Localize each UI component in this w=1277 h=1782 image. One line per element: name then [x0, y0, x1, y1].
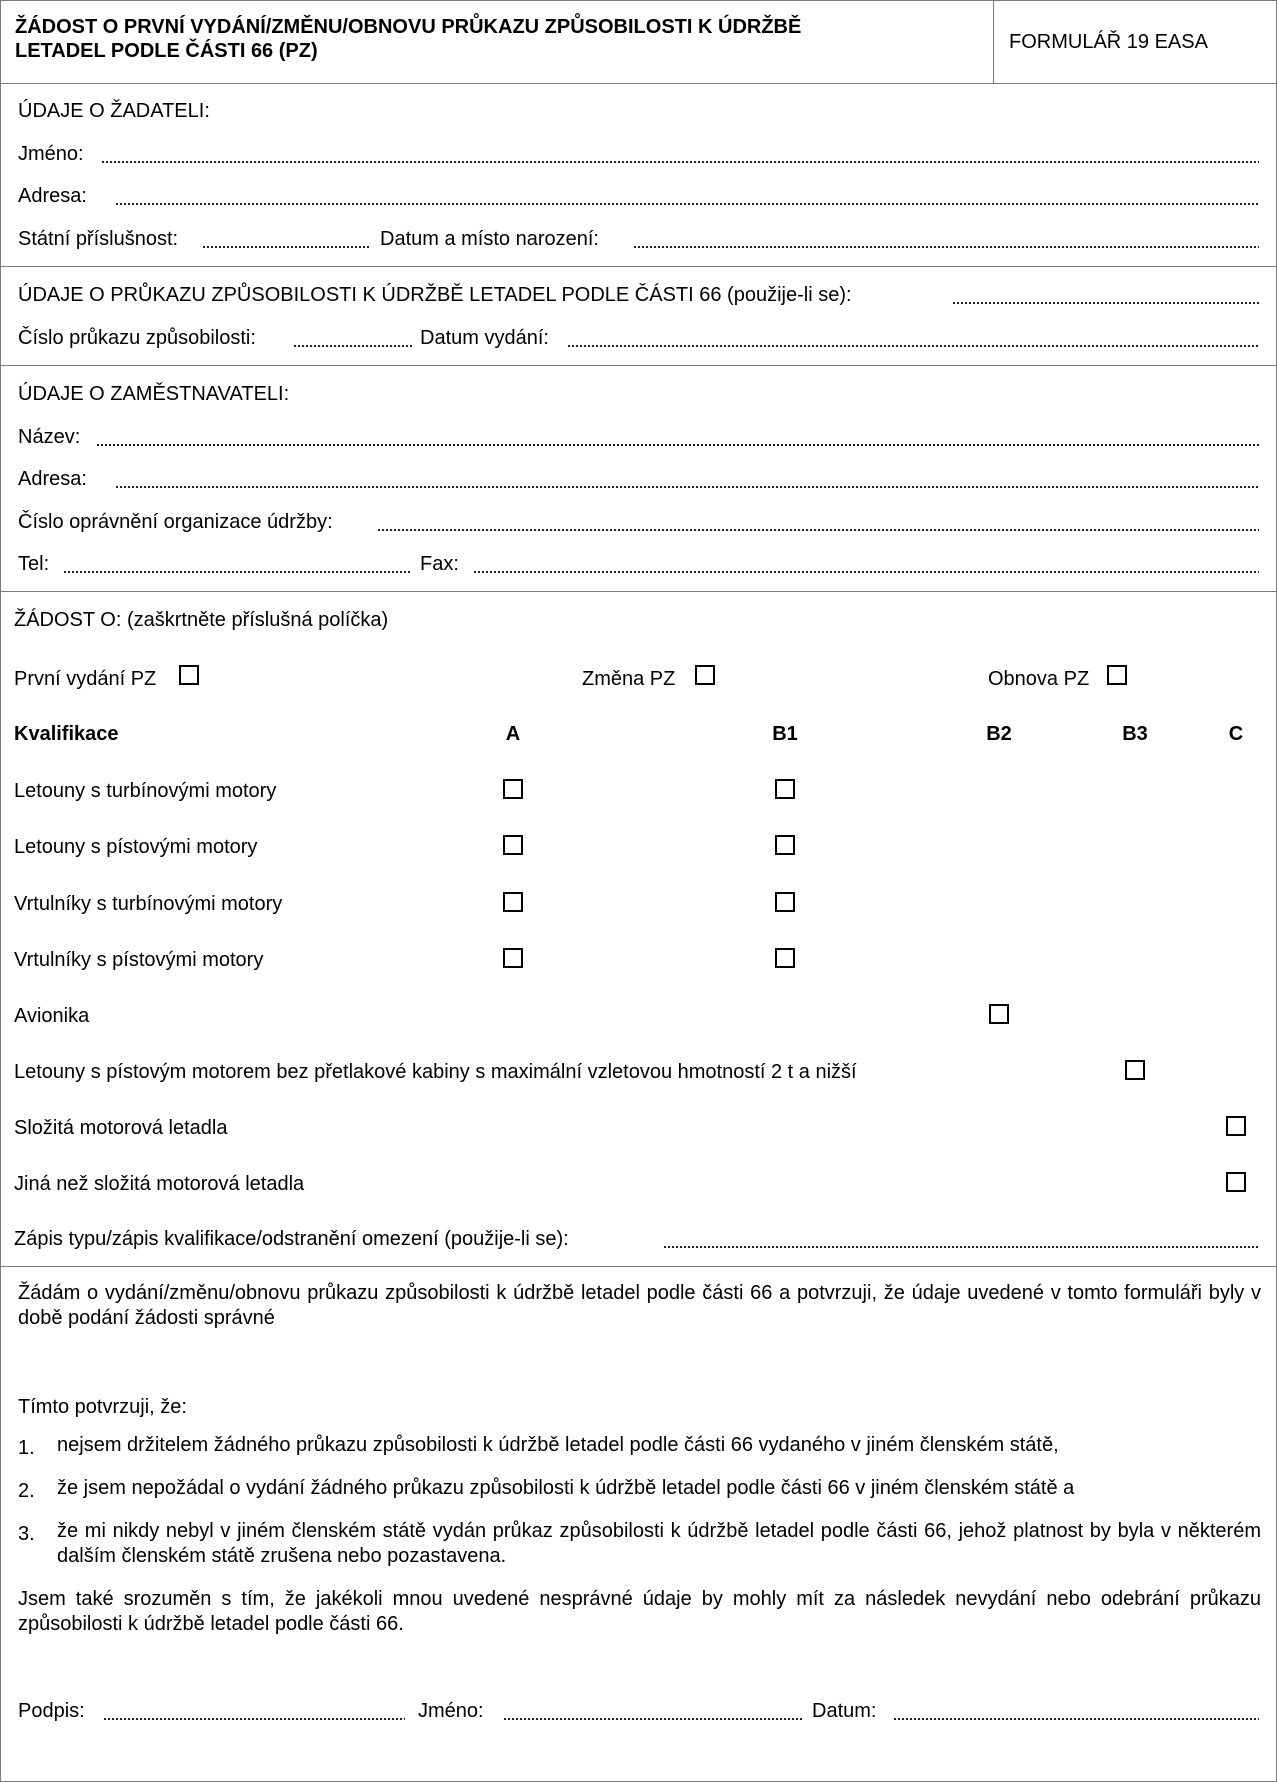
b1-helicopters-piston-checkbox[interactable] [775, 948, 795, 968]
confirm-item-text: že jsem nepožádal o vydání žádného průkazu způsobilosti k údržbě letadel podle části 66 v jiném členském státě a [57, 1477, 1075, 1499]
employer-name-label: Název: [18, 426, 81, 448]
licence-number-field[interactable] [293, 328, 412, 348]
tel-field[interactable] [63, 554, 411, 574]
renewal-checkbox[interactable] [1107, 665, 1127, 685]
column-b2-header: B2 [986, 723, 1012, 745]
licence-number-label: Číslo průkazu způsobilosti: [18, 327, 256, 349]
c-non-complex-aircraft-checkbox[interactable] [1226, 1172, 1246, 1192]
tel-label: Tel: [18, 553, 50, 575]
employer-heading: ÚDAJE O ZAMĚSTNAVATELI: [18, 383, 290, 405]
licence-heading: ÚDAJE O PRŮKAZU ZPŮSOBILOSTI K ÚDRŽBĚ LETADEL PODLE ČÁSTI 66 (použije-li se): [18, 284, 852, 306]
a-helicopters-piston-checkbox[interactable] [503, 948, 523, 968]
renewal-label: Obnova PZ [988, 668, 1090, 690]
form-title [15, 15, 801, 63]
change-checkbox[interactable] [695, 665, 715, 685]
change-label: Změna PZ [582, 668, 676, 690]
declaration-section [1, 1267, 1276, 1782]
initial-issue-label: První vydání PZ [14, 668, 157, 690]
signature-field[interactable] [103, 1701, 405, 1721]
header-divider [993, 1, 994, 83]
licence-details-field[interactable] [952, 285, 1259, 305]
initial-issue-checkbox[interactable] [179, 665, 199, 685]
licence-issue-date-label: Datum vydání: [420, 327, 549, 349]
applicant-address-label: Adresa: [18, 185, 87, 207]
confirm-heading: Tímto potvrzuji, že: [18, 1396, 187, 1418]
approval-number-label: Číslo oprávnění organizace údržby: [18, 511, 333, 533]
licence-section [1, 267, 1276, 366]
declaration-intro: Žádám o vydání/změnu/obnovu průkazu způsobilosti k údržbě letadel podle části 66 a potvrzuji, že údaje uvedené v tomto formuláři byly v době podání žádosti správné [18, 1282, 1261, 1329]
confirm-item-text: že mi nikdy nebyl v jiném členském státě vydán průkaz způsobilosti k údržbě letadel podle části 66, jehož platnost by byla v některém dalším členském státě zrušena nebo pozastavena. [57, 1520, 1261, 1567]
form-id: FORMULÁŘ 19 EASA [1009, 31, 1208, 53]
applicant-name-label: Jméno: [18, 143, 84, 165]
a-aeroplanes-turbine-checkbox[interactable] [503, 779, 523, 799]
applicant-address-field[interactable] [115, 186, 1259, 206]
signature-label: Podpis: [18, 1700, 85, 1722]
b1-aeroplanes-turbine-checkbox[interactable] [775, 779, 795, 799]
confirm-item-number: 1. [18, 1437, 35, 1459]
understanding-text: Jsem také srozuměn s tím, že jakékoli mnou uvedené nesprávné údaje by mohly mít za následek nevydání nebo odebrání průkazu způsobilosti k údržbě letadel podle části 66. [18, 1588, 1261, 1635]
date-field[interactable] [893, 1701, 1259, 1721]
column-b3-header: B3 [1122, 723, 1148, 745]
qualification-heading: Kvalifikace [14, 723, 119, 745]
birth-label: Datum a místo narození: [380, 228, 599, 250]
b1-helicopters-turbine-checkbox[interactable] [775, 892, 795, 912]
signer-name-field[interactable] [503, 1701, 803, 1721]
qual-row-label: Letouny s pístovými motory [14, 836, 258, 858]
applicant-name-field[interactable] [101, 144, 1259, 164]
request-section [1, 592, 1276, 1267]
request-heading: ŽÁDOST O: (zaškrtněte příslušná políčka) [14, 609, 389, 631]
a-aeroplanes-piston-checkbox[interactable] [503, 835, 523, 855]
approval-number-field[interactable] [377, 512, 1259, 532]
type-rating-field[interactable] [663, 1229, 1259, 1249]
b3-piston-aeroplanes-checkbox[interactable] [1125, 1060, 1145, 1080]
column-b1-header: B1 [772, 723, 798, 745]
fax-field[interactable] [473, 554, 1259, 574]
employer-name-field[interactable] [96, 427, 1259, 447]
qual-row-label: Vrtulníky s pístovými motory [14, 949, 264, 971]
a-helicopters-turbine-checkbox[interactable] [503, 892, 523, 912]
date-label: Datum: [812, 1700, 877, 1722]
qual-row-label: Složitá motorová letadla [14, 1117, 228, 1139]
qual-row-label: Avionika [14, 1005, 90, 1027]
applicant-section [1, 84, 1276, 267]
qual-row-label: Jiná než složitá motorová letadla [14, 1173, 305, 1195]
type-rating-label: Zápis typu/zápis kvalifikace/odstranění omezení (použije-li se): [14, 1228, 569, 1250]
fax-label: Fax: [420, 553, 459, 575]
b2-avionics-checkbox[interactable] [989, 1004, 1009, 1024]
confirm-item-number: 3. [18, 1523, 35, 1545]
birth-field[interactable] [633, 229, 1259, 249]
form-title-line1: ŽÁDOST O PRVNÍ VYDÁNÍ/ZMĚNU/OBNOVU PRŮKAZU ZPŮSOBILOSTI K ÚDRŽBĚ [15, 16, 802, 38]
employer-address-field[interactable] [115, 469, 1259, 489]
confirm-item-text: nejsem držitelem žádného průkazu způsobilosti k údržbě letadel podle části 66 vydaného v jiném členském státě, [57, 1434, 1059, 1456]
qual-row-label: Vrtulníky s turbínovými motory [14, 893, 283, 915]
confirm-item-number: 2. [18, 1480, 35, 1502]
nationality-label: Státní příslušnost: [18, 228, 179, 250]
applicant-heading: ÚDAJE O ŽADATELI: [18, 100, 210, 122]
signer-name-label: Jméno: [418, 1700, 484, 1722]
c-complex-aircraft-checkbox[interactable] [1226, 1116, 1246, 1136]
column-a-header: A [505, 723, 521, 745]
employer-address-label: Adresa: [18, 468, 87, 490]
form-header [1, 1, 1276, 84]
licence-issue-date-field[interactable] [567, 328, 1259, 348]
employer-section [1, 366, 1276, 592]
nationality-field[interactable] [202, 229, 370, 249]
column-c-header: C [1228, 723, 1244, 745]
qual-row-label: Letouny s turbínovými motory [14, 780, 277, 802]
qual-row-label: Letouny s pístovým motorem bez přetlakové kabiny s maximální vzletovou hmotností 2 t a nižší [14, 1061, 857, 1083]
b1-aeroplanes-piston-checkbox[interactable] [775, 835, 795, 855]
form-title-line2: LETADEL PODLE ČÁSTI 66 (PZ) [15, 40, 318, 62]
